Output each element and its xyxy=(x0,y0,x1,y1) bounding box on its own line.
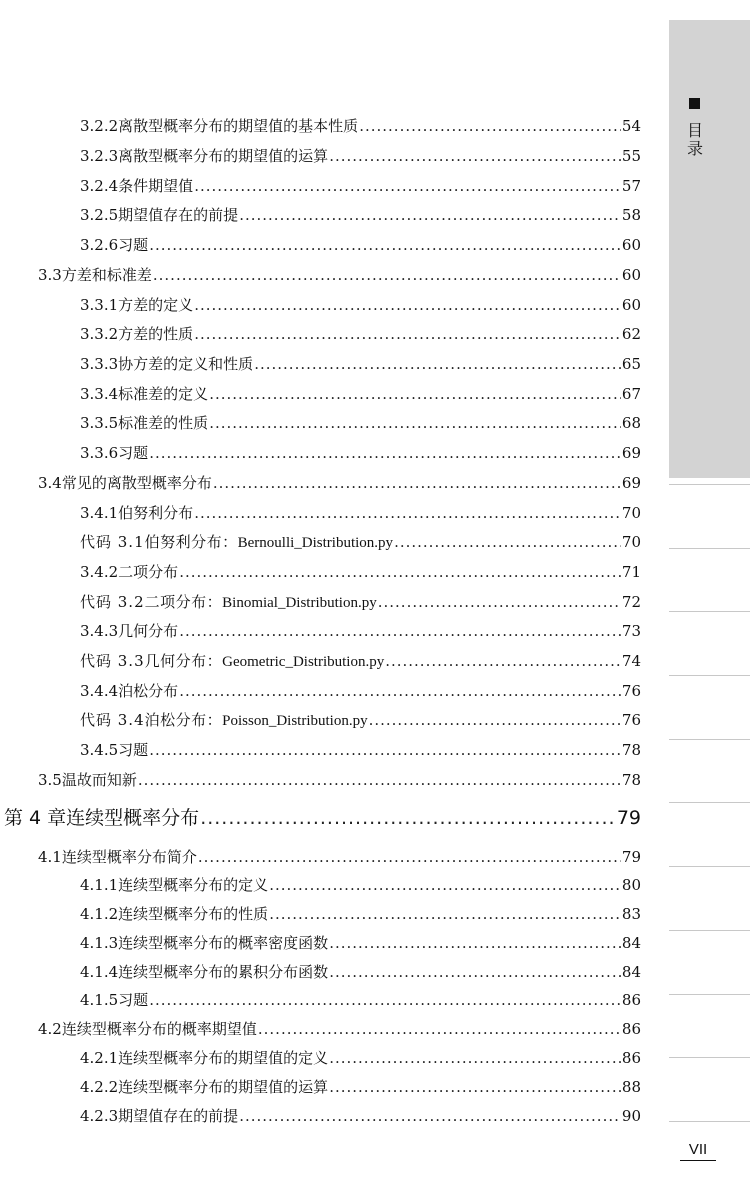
entry-filename: Binomial_Distribution.py xyxy=(222,595,377,611)
entry-number: 3.3.3 xyxy=(80,355,119,373)
entry-page-number: 83 xyxy=(621,905,641,923)
entry-page-number: 57 xyxy=(621,177,641,195)
entry-number: 代码 3.3 xyxy=(80,652,145,670)
dot-leader xyxy=(385,651,621,671)
entry-title: 连续型概率分布的累积分布函数 xyxy=(118,963,329,981)
entry-title: 连续型概率分布 xyxy=(66,807,200,829)
entry-number: 4.1.1 xyxy=(80,876,119,894)
toc-entry[interactable] xyxy=(80,1077,641,1097)
entry-page-number: 79 xyxy=(616,807,641,829)
dot-leader xyxy=(149,990,621,1010)
entry-page-number: 72 xyxy=(621,593,641,611)
entry-number: 4.2.3 xyxy=(80,1107,119,1125)
dot-leader xyxy=(269,875,621,895)
entry-number: 3.4.4 xyxy=(80,682,119,700)
code-listing-entry[interactable] xyxy=(80,651,641,672)
entry-page-number: 62 xyxy=(621,325,641,343)
entry-page-number: 86 xyxy=(621,991,641,1009)
toc-entry[interactable] xyxy=(80,990,641,1010)
entry-page-number: 86 xyxy=(621,1049,641,1067)
code-listing-entry[interactable] xyxy=(80,532,641,553)
entry-page-number: 78 xyxy=(621,741,641,759)
entry-page-number: 58 xyxy=(621,206,641,224)
toc-entry[interactable] xyxy=(80,116,641,136)
dot-leader xyxy=(149,235,621,255)
entry-number: 4.1 xyxy=(38,848,62,866)
entry-number: 3.4.5 xyxy=(80,741,119,759)
dot-leader xyxy=(213,473,621,493)
dot-leader xyxy=(359,116,621,136)
entry-number: 3.2.5 xyxy=(80,206,119,224)
entry-title: 协方差的定义和性质 xyxy=(118,355,254,373)
dot-leader xyxy=(209,384,621,404)
entry-page-number: 86 xyxy=(621,1020,641,1038)
toc-entry[interactable] xyxy=(38,770,641,790)
entry-number: 代码 3.4 xyxy=(80,711,145,729)
dot-leader xyxy=(179,562,621,582)
entry-title: 几何分布 xyxy=(118,622,179,640)
entry-title: 离散型概率分布的期望值的基本性质 xyxy=(118,117,359,135)
entry-title: 标准差的定义 xyxy=(118,385,209,403)
toc-entry[interactable] xyxy=(80,875,641,895)
toc-entry[interactable] xyxy=(80,1106,641,1126)
toc-entry[interactable] xyxy=(38,265,641,285)
entry-page-number: 60 xyxy=(621,296,641,314)
entry-title: 连续型概率分布的定义 xyxy=(118,876,269,894)
toc-entry[interactable] xyxy=(80,933,641,953)
entry-number: 3.2.6 xyxy=(80,236,119,254)
entry-title: 方差的性质 xyxy=(118,325,194,343)
entry-number: 3.3.1 xyxy=(80,296,119,314)
entry-page-number: 68 xyxy=(621,414,641,432)
toc-entry[interactable] xyxy=(80,384,641,404)
entry-page-number: 60 xyxy=(621,266,641,284)
entry-title: 常见的离散型概率分布 xyxy=(61,474,212,492)
dot-leader xyxy=(149,443,621,463)
toc-entry[interactable] xyxy=(80,235,641,255)
toc-entry[interactable] xyxy=(80,176,641,196)
entry-number: 3.4 xyxy=(38,474,62,492)
entry-title: 连续型概率分布简介 xyxy=(61,848,197,866)
entry-page-number: 69 xyxy=(621,474,641,492)
entry-number: 3.3 xyxy=(38,266,62,284)
dot-leader xyxy=(369,710,621,730)
entry-number: 4.1.3 xyxy=(80,934,119,952)
entry-title: 伯努利分布： xyxy=(144,533,238,551)
entry-number: 3.3.4 xyxy=(80,385,119,403)
entry-title: 几何分布： xyxy=(144,652,223,670)
dot-leader xyxy=(269,904,621,924)
entry-filename: Geometric_Distribution.py xyxy=(222,654,385,670)
entry-page-number: 71 xyxy=(621,563,641,581)
entry-title: 连续型概率分布的期望值的定义 xyxy=(118,1049,329,1067)
entry-title: 期望值存在的前提 xyxy=(118,206,239,224)
dot-leader xyxy=(149,740,621,760)
entry-page-number: 76 xyxy=(621,682,641,700)
toc-entry[interactable] xyxy=(80,681,641,701)
entry-title: 方差和标准差 xyxy=(61,266,152,284)
toc-entry[interactable] xyxy=(80,1048,641,1068)
chapter-entry[interactable] xyxy=(4,806,641,830)
entry-page-number: 84 xyxy=(621,934,641,952)
entry-number: 4.2 xyxy=(38,1020,62,1038)
entry-title: 期望值存在的前提 xyxy=(118,1107,239,1125)
dot-leader xyxy=(329,1048,621,1068)
dot-leader xyxy=(198,847,621,867)
dot-leader xyxy=(179,681,621,701)
entry-title: 伯努利分布 xyxy=(118,504,194,522)
entry-number: 3.4.1 xyxy=(80,504,119,522)
dot-leader xyxy=(378,592,621,612)
dot-leader xyxy=(194,176,621,196)
toc-entry[interactable] xyxy=(80,413,641,433)
entry-filename: Poisson_Distribution.py xyxy=(222,713,368,729)
side-tab-label: 目录 xyxy=(686,121,703,158)
entry-page-number: 84 xyxy=(621,963,641,981)
toc-entry[interactable] xyxy=(80,740,641,760)
entry-title: 泊松分布： xyxy=(144,711,223,729)
toc-entry[interactable] xyxy=(80,562,641,582)
entry-number: 3.2.4 xyxy=(80,177,119,195)
dot-leader xyxy=(329,146,621,166)
entry-page-number: 54 xyxy=(621,117,641,135)
entry-number: 3.5 xyxy=(38,771,62,789)
dot-leader xyxy=(138,770,621,790)
entry-number: 第 4 章 xyxy=(4,807,67,829)
page-number: VII xyxy=(680,1140,716,1161)
entry-page-number: 55 xyxy=(621,147,641,165)
entry-title: 二项分布 xyxy=(118,563,179,581)
code-listing-entry[interactable] xyxy=(80,592,641,613)
entry-number: 3.4.3 xyxy=(80,622,119,640)
entry-number: 3.2.2 xyxy=(80,117,119,135)
entry-page-number: 88 xyxy=(621,1078,641,1096)
dot-leader xyxy=(194,295,621,315)
entry-filename: Bernoulli_Distribution.py xyxy=(237,535,394,551)
entry-title: 泊松分布 xyxy=(118,682,179,700)
dot-leader xyxy=(209,413,621,433)
entry-number: 4.1.2 xyxy=(80,905,119,923)
toc-entry[interactable] xyxy=(38,473,641,493)
entry-page-number: 60 xyxy=(621,236,641,254)
dot-leader xyxy=(194,503,621,523)
toc-entry[interactable] xyxy=(80,146,641,166)
entry-page-number: 79 xyxy=(621,848,641,866)
entry-number: 3.3.6 xyxy=(80,444,119,462)
entry-number: 代码 3.2 xyxy=(80,593,145,611)
dot-leader xyxy=(239,205,621,225)
toc-entry[interactable] xyxy=(80,443,641,463)
entry-title: 习题 xyxy=(118,991,149,1009)
entry-title: 习题 xyxy=(118,236,149,254)
entry-number: 4.2.1 xyxy=(80,1049,119,1067)
entry-title: 标准差的性质 xyxy=(118,414,209,432)
toc-entry[interactable] xyxy=(80,354,641,374)
toc-entry[interactable] xyxy=(80,324,641,344)
dot-leader xyxy=(329,933,621,953)
toc-entry[interactable] xyxy=(80,962,641,982)
entry-title: 温故而知新 xyxy=(61,771,137,789)
entry-number: 4.1.4 xyxy=(80,963,119,981)
dot-leader xyxy=(239,1106,621,1126)
entry-number: 4.1.5 xyxy=(80,991,119,1009)
entry-title: 连续型概率分布的期望值的运算 xyxy=(118,1078,329,1096)
entry-page-number: 80 xyxy=(621,876,641,894)
dot-leader xyxy=(329,1077,621,1097)
entry-number: 3.2.3 xyxy=(80,147,119,165)
entry-page-number: 67 xyxy=(621,385,641,403)
entry-page-number: 90 xyxy=(621,1107,641,1125)
entry-title: 二项分布： xyxy=(144,593,223,611)
entry-title: 连续型概率分布的性质 xyxy=(118,905,269,923)
entry-title: 方差的定义 xyxy=(118,296,194,314)
dot-leader xyxy=(254,354,621,374)
toc-entry[interactable] xyxy=(80,205,641,225)
entry-number: 代码 3.1 xyxy=(80,533,145,551)
toc-entry[interactable] xyxy=(80,621,641,641)
entry-page-number: 69 xyxy=(621,444,641,462)
entry-page-number: 65 xyxy=(621,355,641,373)
entry-number: 4.2.2 xyxy=(80,1078,119,1096)
entry-title: 习题 xyxy=(118,444,149,462)
toc-entry[interactable] xyxy=(80,904,641,924)
entry-page-number: 70 xyxy=(621,533,641,551)
toc-entry[interactable] xyxy=(38,847,641,867)
toc-entry[interactable] xyxy=(38,1019,641,1039)
entry-title: 连续型概率分布的概率期望值 xyxy=(61,1020,257,1038)
entry-page-number: 70 xyxy=(621,504,641,522)
code-listing-entry[interactable] xyxy=(80,710,641,731)
dot-leader xyxy=(329,962,621,982)
entry-title: 离散型概率分布的期望值的运算 xyxy=(118,147,329,165)
dot-leader xyxy=(153,265,621,285)
entry-title: 条件期望值 xyxy=(118,177,194,195)
entry-page-number: 78 xyxy=(621,771,641,789)
entry-number: 3.3.2 xyxy=(80,325,119,343)
entry-page-number: 73 xyxy=(621,622,641,640)
entry-title: 习题 xyxy=(118,741,149,759)
entry-number: 3.3.5 xyxy=(80,414,119,432)
dot-leader xyxy=(194,324,621,344)
entry-page-number: 74 xyxy=(621,652,641,670)
entry-title: 连续型概率分布的概率密度函数 xyxy=(118,934,329,952)
entry-page-number: 76 xyxy=(621,711,641,729)
toc-entry[interactable] xyxy=(80,503,641,523)
dot-leader xyxy=(200,806,616,830)
entry-number: 3.4.2 xyxy=(80,563,119,581)
dot-leader xyxy=(258,1019,621,1039)
dot-leader xyxy=(394,532,621,552)
toc-entry[interactable] xyxy=(80,295,641,315)
dot-leader xyxy=(179,621,621,641)
